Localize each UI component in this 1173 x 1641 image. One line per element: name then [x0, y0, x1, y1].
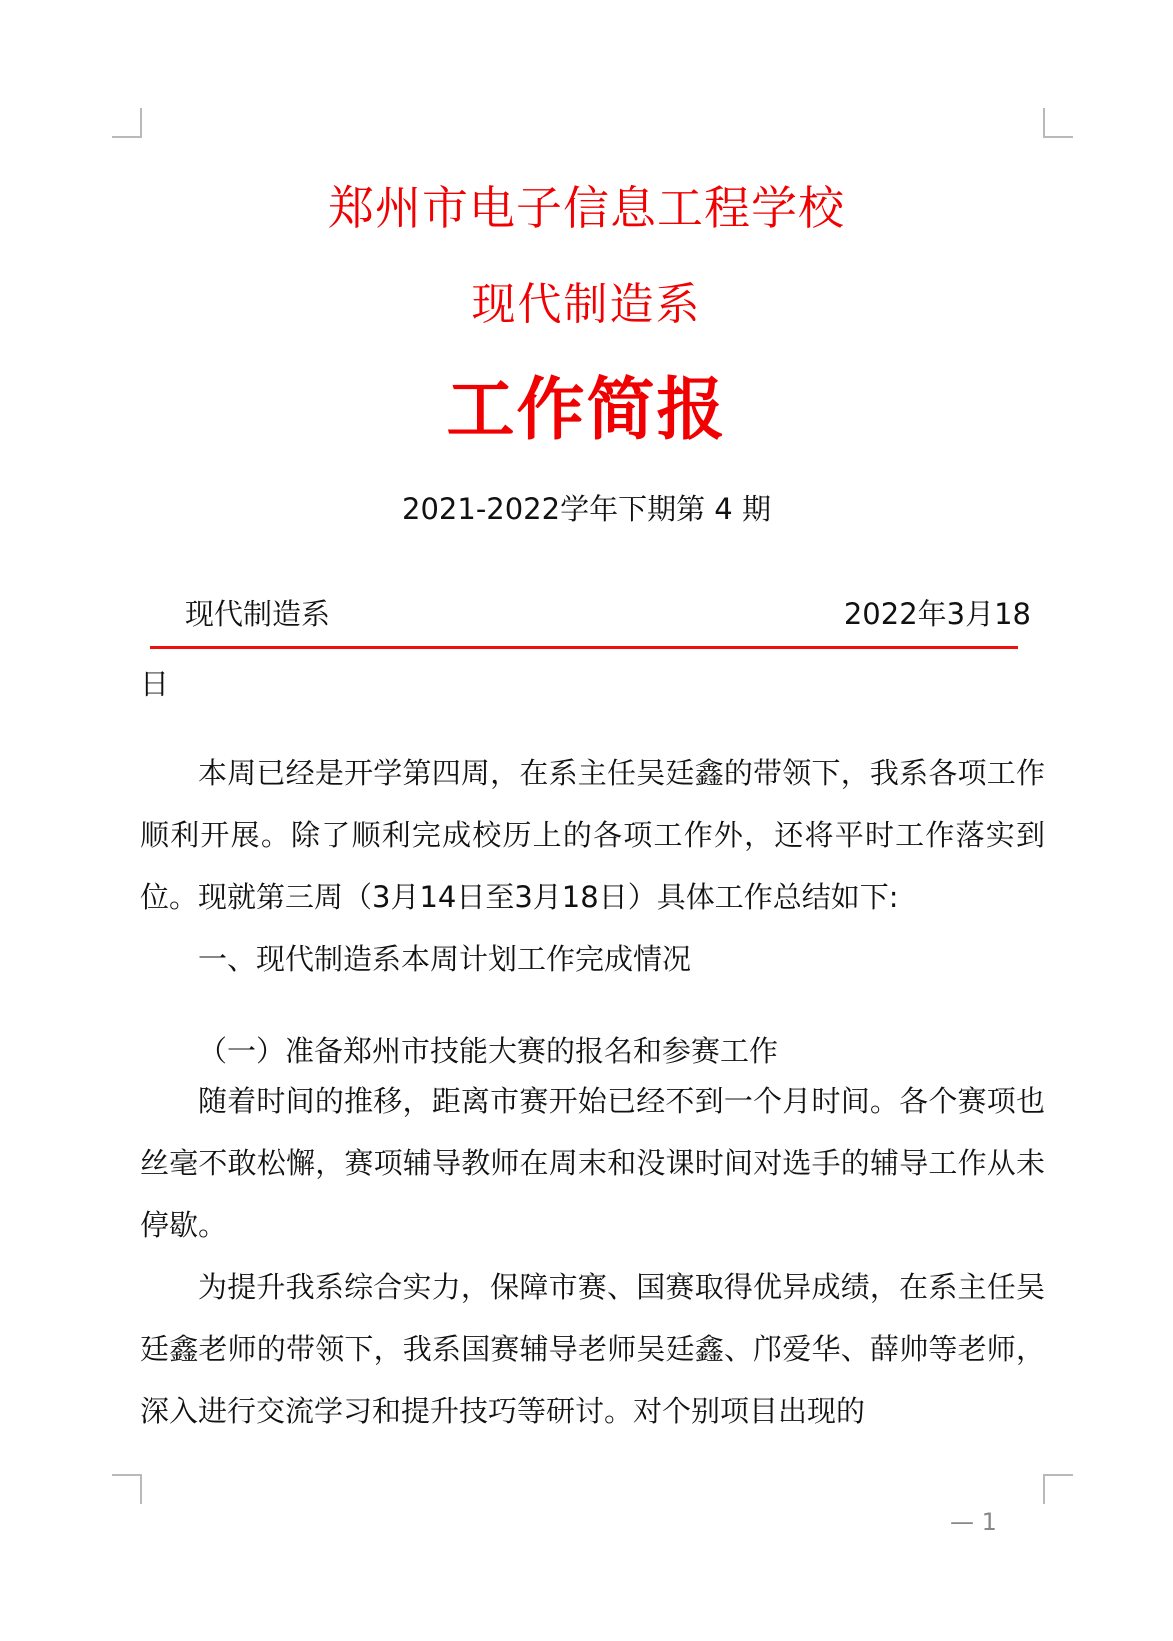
- bulletin-title: 工作简报: [446, 371, 727, 450]
- page-number: — 1: [950, 1508, 997, 1536]
- crop-mark-bottom-right: [1043, 1474, 1073, 1504]
- issue-line: 2021-2022学年下期第 4 期: [402, 492, 771, 526]
- issue-date: 2022年3月18: [843, 597, 1031, 631]
- section-1-heading: [140, 928, 1045, 990]
- issuing-department: 现代制造系: [185, 597, 331, 631]
- crop-mark-top-left: [112, 108, 142, 138]
- section-1-heading-text: 一、现代制造系本周计划工作完成情况: [198, 942, 692, 976]
- intro-paragraph: [140, 742, 1045, 928]
- subsection-1-heading-text: （一）准备郑州市技能大赛的报名和参赛工作: [198, 1034, 779, 1068]
- school-name-title: 郑州市电子信息工程学校: [328, 181, 845, 235]
- crop-mark-top-right: [1043, 108, 1073, 138]
- paragraph-2-text: 随着时间的推移，距离市赛开始已经不到一个月时间。各个赛项也丝毫不敢松懈，赛项辅导教师在周末和没课时间对选手的辅导工作从未停歇。: [140, 1084, 1045, 1242]
- red-divider-line: [150, 646, 1018, 649]
- paragraph-2: [140, 1070, 1045, 1256]
- issue-date-tail: 日: [140, 667, 170, 701]
- intro-text: 本周已经是开学第四周，在系主任吴廷鑫的带领下，我系各项工作顺利开展。除了顺利完成校历上的各项工作外，还将平时工作落实到位。现就第三周（3月14日至3月18日）具体工作总结如下:: [140, 756, 1045, 914]
- crop-mark-bottom-left: [112, 1474, 142, 1504]
- paragraph-3: [140, 1256, 1045, 1442]
- paragraph-3-text: 为提升我系综合实力，保障市赛、国赛取得优异成绩，在系主任吴廷鑫老师的带领下，我系国赛辅导老师吴廷鑫、邝爱华、薛帅等老师，深入进行交流学习和提升技巧等研讨。对个别项目出现的: [140, 1270, 1045, 1428]
- department-title: 现代制造系: [471, 279, 702, 330]
